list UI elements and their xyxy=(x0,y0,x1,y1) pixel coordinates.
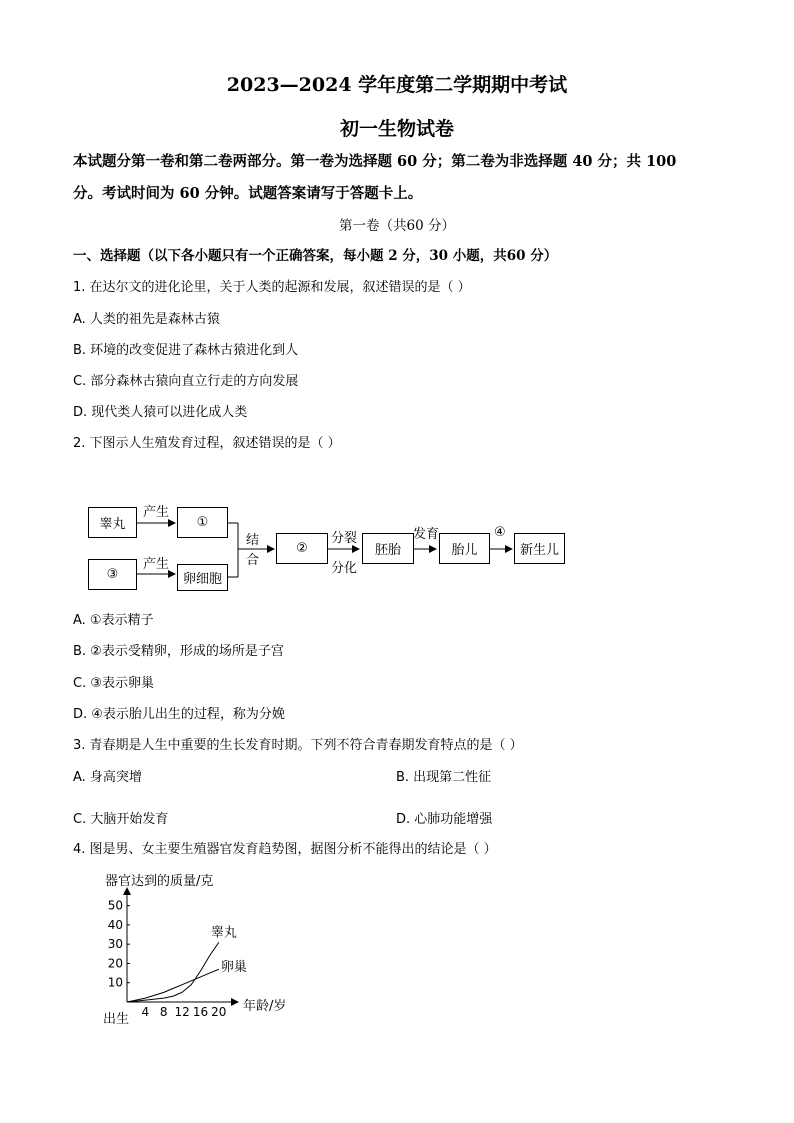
develop-label: 发育 xyxy=(413,527,440,542)
box-1-label: ① xyxy=(196,515,209,530)
chart-y-tick-label: 40 xyxy=(107,917,123,932)
combine-label-2: 合 xyxy=(246,553,260,568)
chart-y-tick-label: 50 xyxy=(107,898,123,913)
exam-subtitle: 初一生物试卷 xyxy=(339,118,454,140)
q3-option-d: D. 心肺功能增强 xyxy=(396,812,493,827)
produce-label-1: 产生 xyxy=(143,505,170,520)
produce-label-2: 产生 xyxy=(143,557,170,572)
divide-label: 分裂 xyxy=(331,531,358,546)
chart-x-tick-label: 20 xyxy=(211,1005,227,1019)
q1-option-b: B. 环境的改变促进了森林古猿进化到人 xyxy=(73,343,299,358)
chart-x-tick-label: 16 xyxy=(192,1005,209,1019)
q3-option-a: A. 身高突增 xyxy=(73,770,142,785)
q2-option-b: B. ②表示受精卵，形成的场所是子宫 xyxy=(73,644,284,659)
chart-series-line-1 xyxy=(127,942,219,1002)
newborn-label: 新生儿 xyxy=(519,543,559,558)
chart-x-tick-label: 12 xyxy=(174,1005,190,1019)
differentiate-label: 分化 xyxy=(331,561,358,576)
combine-label-1: 结 xyxy=(246,533,260,548)
testis-label: 睾丸 xyxy=(99,517,126,532)
chart-y-tick-label: 10 xyxy=(107,975,123,990)
q2-option-c: C. ③表示卵巢 xyxy=(73,676,154,691)
intro-line-1: 本试题分第一卷和第二卷两部分。第一卷为选择题 60 分；第二卷为非选择题 40 分；共 100 xyxy=(73,153,677,170)
chart-series-label-1: 睾丸 xyxy=(210,925,237,941)
question-1-stem: 1. 在达尔文的进化论里，关于人类的起源和发展，叙述错误的是（ ） xyxy=(73,280,471,295)
chart-y-tick-label: 30 xyxy=(107,937,123,952)
q1-option-a: A. 人类的祖先是森林古猿 xyxy=(73,312,220,327)
section-title: 一、选择题（以下各小题只有一个正确答案，每小题 2 分，30 小题，共60 分） xyxy=(73,248,558,264)
question-2-stem: 2. 下图示人生殖发育过程，叙述错误的是（ ） xyxy=(73,436,341,451)
intro-line-2: 分。考试时间为 60 分钟。试题答案请写于答题卡上。 xyxy=(73,185,423,202)
part-title: 第一卷（共60 分） xyxy=(339,218,455,234)
box-2-label: ② xyxy=(296,541,308,556)
q2-option-a: A. ①表示精子 xyxy=(73,613,154,628)
chart-y-tick-label: 20 xyxy=(107,956,123,971)
q3-option-c: C. 大脑开始发育 xyxy=(73,812,169,827)
chart-origin-label: 出生 xyxy=(103,1012,130,1027)
chart-x-axis-label: 年龄/岁 xyxy=(243,999,287,1014)
q2-option-d: D. ④表示胎儿出生的过程，称为分娩 xyxy=(73,707,285,722)
step-4-label: ④ xyxy=(494,525,506,540)
egg-label: 卵细胞 xyxy=(182,572,222,587)
chart-series-label-2: 卵巢 xyxy=(220,960,247,976)
chart-x-tick-label: 8 xyxy=(159,1005,168,1019)
fetus-label: 胎儿 xyxy=(451,543,478,558)
question-3-stem: 3. 青春期是人生中重要的生长发育时期。下列不符合青春期发育特点的是（ ） xyxy=(73,738,523,753)
question-4-stem: 4. 图是男、女主要生殖器官发育趋势图，据图分析不能得出的结论是（ ） xyxy=(73,842,497,857)
q1-option-c: C. 部分森林古猿向直立行走的方向发展 xyxy=(73,374,299,389)
chart-y-axis-label: 器官达到的质量/克 xyxy=(105,874,214,889)
exam-title: 2023—2024 学年度第二学期期中考试 xyxy=(226,74,568,96)
q1-option-d: D. 现代类人猿可以进化成人类 xyxy=(73,405,248,420)
box-3-label: ③ xyxy=(106,567,119,582)
chart-series-line-2 xyxy=(127,969,219,1002)
chart-x-tick-label: 4 xyxy=(141,1005,150,1019)
embryo-label: 胚胎 xyxy=(374,543,401,558)
q3-option-b: B. 出现第二性征 xyxy=(396,770,492,785)
